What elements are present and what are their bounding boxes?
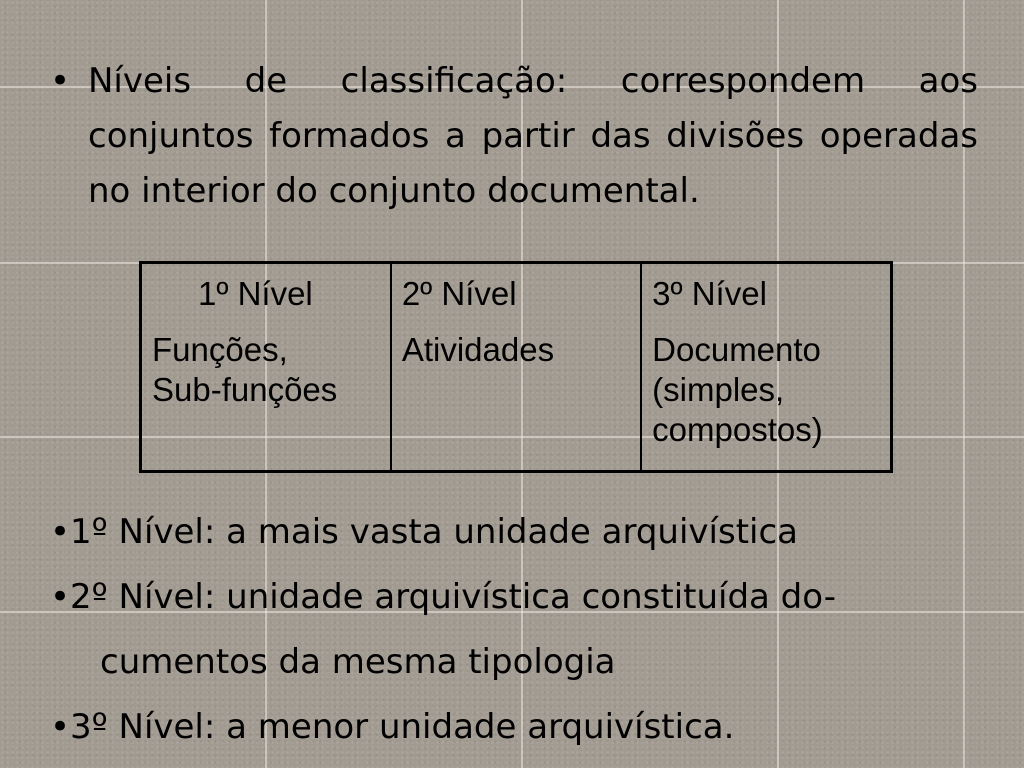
level-notes xyxy=(50,505,990,765)
level-content-line: Documento xyxy=(652,331,821,368)
level-heading: 2º Nível xyxy=(401,275,517,312)
level-content xyxy=(152,330,380,410)
table-cell-level-2 xyxy=(391,263,641,472)
bullet: • xyxy=(50,61,71,101)
note-line: cumentos da mesma tipologia xyxy=(100,642,616,682)
table-cell-level-1 xyxy=(141,263,391,472)
classification-levels-table xyxy=(139,261,893,473)
level-content-line: Atividades xyxy=(401,331,555,368)
level-heading: 3º Nível xyxy=(652,275,767,312)
note-line: •2º Nível: unidade arquivística constituída do- xyxy=(50,577,836,617)
level-content xyxy=(402,330,630,370)
intro-text: Níveis de classificação: correspondem aos conjuntos formados a partir das divisões operadas no interior do conjunto documental. xyxy=(88,61,978,211)
level-content xyxy=(652,330,880,450)
note-line: •1º Nível: a mais vasta unidade arquivística xyxy=(50,512,798,552)
table-row xyxy=(141,263,892,472)
note-line: •3º Nível: a menor unidade arquivística. xyxy=(50,707,735,747)
table-cell-level-3 xyxy=(641,263,891,472)
level-content-line: compostos) xyxy=(652,411,823,448)
level-content-line: (simples, xyxy=(652,371,785,408)
level-content-line: Sub-funções xyxy=(152,371,338,408)
intro-paragraph xyxy=(50,54,978,219)
level-content-line: Funções, xyxy=(152,331,288,368)
level-heading: 1º Nível xyxy=(198,275,313,312)
